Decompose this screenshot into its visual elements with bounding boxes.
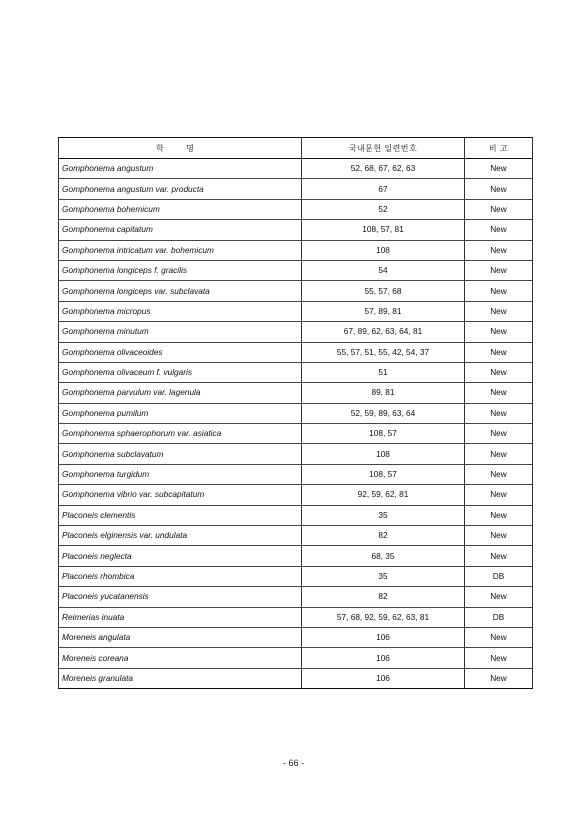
table-row bbox=[59, 526, 533, 546]
species-name-cell: Gomphonema vibrio var. subcapitatum bbox=[59, 485, 302, 505]
reference-numbers-cell: 68, 35 bbox=[302, 546, 465, 566]
species-name-cell: Gomphonema parvulum var. lagenula bbox=[59, 383, 302, 403]
species-name-cell: Gomphonema sphaerophorum var. asiatica bbox=[59, 424, 302, 444]
table-row bbox=[59, 199, 533, 219]
reference-numbers-cell: 108, 57 bbox=[302, 464, 465, 484]
remarks-cell: New bbox=[465, 546, 533, 566]
species-name-cell: Gomphonema intricatum var. bohemicum bbox=[59, 240, 302, 260]
remarks-cell: New bbox=[465, 220, 533, 240]
reference-numbers-cell: 57, 89, 81 bbox=[302, 301, 465, 321]
remarks-cell: New bbox=[465, 383, 533, 403]
remarks-cell: New bbox=[465, 627, 533, 647]
remarks-cell: New bbox=[465, 444, 533, 464]
remarks-cell: DB bbox=[465, 607, 533, 627]
table-row bbox=[59, 424, 533, 444]
reference-numbers-cell: 106 bbox=[302, 668, 465, 688]
species-name-cell: Gomphonema micropus bbox=[59, 301, 302, 321]
reference-numbers-cell: 92, 59, 62, 81 bbox=[302, 485, 465, 505]
remarks-cell: New bbox=[465, 199, 533, 219]
remarks-cell: DB bbox=[465, 566, 533, 586]
table-body bbox=[59, 159, 533, 689]
species-name-cell: Gomphonema angustum var. producta bbox=[59, 179, 302, 199]
species-name-cell: Moreneis coreana bbox=[59, 648, 302, 668]
table-row bbox=[59, 546, 533, 566]
species-name-cell: Gomphonema subclavatum bbox=[59, 444, 302, 464]
reference-numbers-cell: 108 bbox=[302, 240, 465, 260]
reference-numbers-cell: 35 bbox=[302, 505, 465, 525]
reference-numbers-cell: 108 bbox=[302, 444, 465, 464]
remarks-cell: New bbox=[465, 648, 533, 668]
header-reference-numbers: 국내문헌 일련번호 bbox=[302, 138, 465, 159]
species-name-cell: Gomphonema olivaceum f. vulgaris bbox=[59, 362, 302, 382]
reference-numbers-cell: 52, 68, 67, 62, 63 bbox=[302, 159, 465, 179]
species-name-cell: Gomphonema pumilum bbox=[59, 403, 302, 423]
table-row bbox=[59, 505, 533, 525]
table-row bbox=[59, 464, 533, 484]
species-name-cell: Placoneis rhombica bbox=[59, 566, 302, 586]
remarks-cell: New bbox=[465, 281, 533, 301]
remarks-cell: New bbox=[465, 159, 533, 179]
reference-numbers-cell: 82 bbox=[302, 526, 465, 546]
table-row bbox=[59, 668, 533, 688]
reference-numbers-cell: 67, 89, 62, 63, 64, 81 bbox=[302, 322, 465, 342]
table-row bbox=[59, 444, 533, 464]
species-name-cell: Gomphonema minutum bbox=[59, 322, 302, 342]
remarks-cell: New bbox=[465, 403, 533, 423]
species-name-cell: Gomphonema capitatum bbox=[59, 220, 302, 240]
reference-numbers-cell: 55, 57, 51, 55, 42, 54, 37 bbox=[302, 342, 465, 362]
reference-numbers-cell: 57, 68, 92, 59, 62, 63, 81 bbox=[302, 607, 465, 627]
remarks-cell: New bbox=[465, 322, 533, 342]
species-name-cell: Gomphonema turgidum bbox=[59, 464, 302, 484]
header-scientific-name: 학 명 bbox=[59, 138, 302, 159]
species-name-cell: Reimerias inuata bbox=[59, 607, 302, 627]
table-row bbox=[59, 485, 533, 505]
table-row bbox=[59, 159, 533, 179]
page-number: - 66 - bbox=[282, 758, 304, 768]
table-row bbox=[59, 260, 533, 280]
table-row bbox=[59, 362, 533, 382]
reference-numbers-cell: 106 bbox=[302, 648, 465, 668]
reference-numbers-cell: 82 bbox=[302, 587, 465, 607]
species-table bbox=[58, 137, 533, 689]
species-name-cell: Placoneis clementis bbox=[59, 505, 302, 525]
remarks-cell: New bbox=[465, 464, 533, 484]
species-name-cell: Placoneis elginensis var. undulata bbox=[59, 526, 302, 546]
remarks-cell: New bbox=[465, 301, 533, 321]
remarks-cell: New bbox=[465, 342, 533, 362]
table-row bbox=[59, 301, 533, 321]
reference-numbers-cell: 106 bbox=[302, 627, 465, 647]
species-name-cell: Placoneis neglecta bbox=[59, 546, 302, 566]
reference-numbers-cell: 35 bbox=[302, 566, 465, 586]
remarks-cell: New bbox=[465, 485, 533, 505]
remarks-cell: New bbox=[465, 240, 533, 260]
table-row bbox=[59, 220, 533, 240]
reference-numbers-cell: 51 bbox=[302, 362, 465, 382]
reference-numbers-cell: 67 bbox=[302, 179, 465, 199]
table-row bbox=[59, 383, 533, 403]
species-name-cell: Gomphonema longiceps f. gracilis bbox=[59, 260, 302, 280]
remarks-cell: New bbox=[465, 362, 533, 382]
table-row bbox=[59, 179, 533, 199]
table-row bbox=[59, 281, 533, 301]
table-row bbox=[59, 322, 533, 342]
remarks-cell: New bbox=[465, 424, 533, 444]
reference-numbers-cell: 55, 57, 68 bbox=[302, 281, 465, 301]
remarks-cell: New bbox=[465, 260, 533, 280]
reference-numbers-cell: 54 bbox=[302, 260, 465, 280]
species-name-cell: Gomphonema bohemicum bbox=[59, 199, 302, 219]
remarks-cell: New bbox=[465, 587, 533, 607]
table-row bbox=[59, 240, 533, 260]
species-name-cell: Gomphonema longiceps var. subclavata bbox=[59, 281, 302, 301]
table-header bbox=[59, 138, 533, 159]
table-row bbox=[59, 627, 533, 647]
table-row bbox=[59, 403, 533, 423]
reference-numbers-cell: 52 bbox=[302, 199, 465, 219]
remarks-cell: New bbox=[465, 505, 533, 525]
remarks-cell: New bbox=[465, 526, 533, 546]
species-name-cell: Moreneis granulata bbox=[59, 668, 302, 688]
table-row bbox=[59, 566, 533, 586]
reference-numbers-cell: 52, 59, 89, 63, 64 bbox=[302, 403, 465, 423]
table-row bbox=[59, 342, 533, 362]
remarks-cell: New bbox=[465, 668, 533, 688]
header-remarks: 비 고 bbox=[465, 138, 533, 159]
reference-numbers-cell: 89, 81 bbox=[302, 383, 465, 403]
remarks-cell: New bbox=[465, 179, 533, 199]
species-name-cell: Placoneis yucatanensis bbox=[59, 587, 302, 607]
species-name-cell: Gomphonema olivaceoides bbox=[59, 342, 302, 362]
table-row bbox=[59, 607, 533, 627]
species-name-cell: Moreneis angulata bbox=[59, 627, 302, 647]
reference-numbers-cell: 108, 57, 81 bbox=[302, 220, 465, 240]
table-row bbox=[59, 587, 533, 607]
species-name-cell: Gomphonema angustum bbox=[59, 159, 302, 179]
table-row bbox=[59, 648, 533, 668]
header-row bbox=[59, 138, 533, 159]
reference-numbers-cell: 108, 57 bbox=[302, 424, 465, 444]
